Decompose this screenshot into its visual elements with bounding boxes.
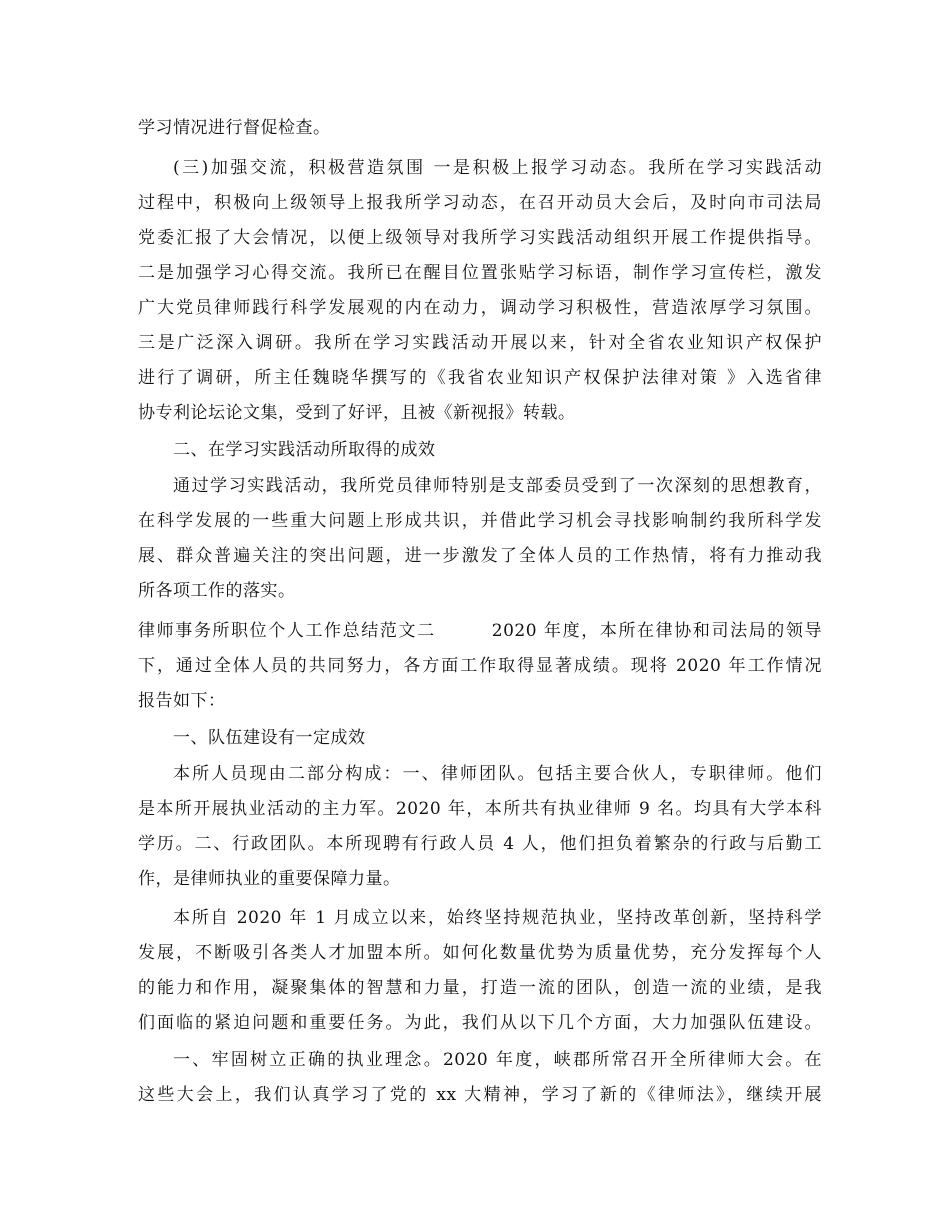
text-line: 是本所开展执业活动的主力军。2020 年，本所共有执业律师 9 名。均具有大学本科 xyxy=(138,799,822,819)
text-line: 学历。二、行政团队。本所现聘有行政人员 4 人，他们担负着繁杂的行政与后勤工 xyxy=(138,834,822,854)
text-line: 党委汇报了大会情况，以便上级领导对我所学习实践活动组织开展工作提供指导。 xyxy=(138,228,822,248)
text-line: 本所自 2020 年 1 月成立以来，始终坚持规范执业，坚持改革创新，坚持科学 xyxy=(173,908,822,928)
text-line: 作，是律师执业的重要保障力量。 xyxy=(138,869,401,889)
text-line: 在科学发展的一些重大问题上形成共识，并借此学习机会寻找影响制约我所科学发 xyxy=(138,511,822,531)
text-line: 三是广泛深入调研。我所在学习实践活动开展以来，针对全省农业知识产权保护 xyxy=(138,333,822,353)
text-line: 本所人员现由二部分构成：一、律师团队。包括主要合伙人，专职律师。他们 xyxy=(173,764,822,784)
text-line: 报告如下： xyxy=(138,691,226,711)
section-heading: 一、队伍建设有一定成效 xyxy=(173,728,366,748)
text-line: 通过学习实践活动，我所党员律师特别是支部委员受到了一次深刻的思想教育， xyxy=(173,476,822,496)
text-line: 协专利论坛论文集，受到了好评，且被《新视报》转载。 xyxy=(138,403,576,423)
text-line: 律师事务所职位个人工作总结范文二 2020 年度，本所在律协和司法局的领导 xyxy=(138,621,822,641)
text-line: 们面临的紧迫问题和重要任务。为此，我们从以下几个方面，大力加强队伍建设。 xyxy=(138,1013,822,1033)
text-line: 展、群众普遍关注的突出问题，进一步激发了全体人员的工作热情，将有力推动我 xyxy=(138,546,822,566)
text-line: 过程中，积极向上级领导上报我所学习动态，在召开动员大会后，及时向市司法局 xyxy=(138,193,822,213)
text-line: 所各项工作的落实。 xyxy=(138,581,296,601)
text-line: 二是加强学习心得交流。我所已在醒目位置张贴学习标语，制作学习宣传栏，激发 xyxy=(138,263,822,283)
text-line: 下，通过全体人员的共同努力，各方面工作取得显著成绩。现将 2020 年工作情况 xyxy=(138,656,822,676)
text-line: 发展，不断吸引各类人才加盟本所。如何化数量优势为质量优势，充分发挥每个人 xyxy=(138,943,822,963)
text-line: 广大党员律师践行科学发展观的内在动力，调动学习积极性，营造浓厚学习氛围。 xyxy=(138,298,822,318)
section-heading: 二、在学习实践活动所取得的成效 xyxy=(173,440,436,460)
text-line: 这些大会上，我们认真学习了党的 xx 大精神，学习了新的《律师法》，继续开展 xyxy=(138,1085,822,1105)
text-line: (三)加强交流，积极营造氛围 一是积极上报学习动态。我所在学习实践活动 xyxy=(173,158,822,178)
text-line: 进行了调研，所主任魏晓华撰写的《我省农业知识产权保护法律对策 》入选省律 xyxy=(138,368,822,388)
text-line: 的能力和作用，凝聚集体的智慧和力量，打造一流的团队，创造一流的业绩，是我 xyxy=(138,978,822,998)
text-line: 一、牢固树立正确的执业理念。2020 年度，峡郡所常召开全所律师大会。在 xyxy=(173,1050,822,1070)
text-line: 学习情况进行督促检查。 xyxy=(138,118,331,138)
